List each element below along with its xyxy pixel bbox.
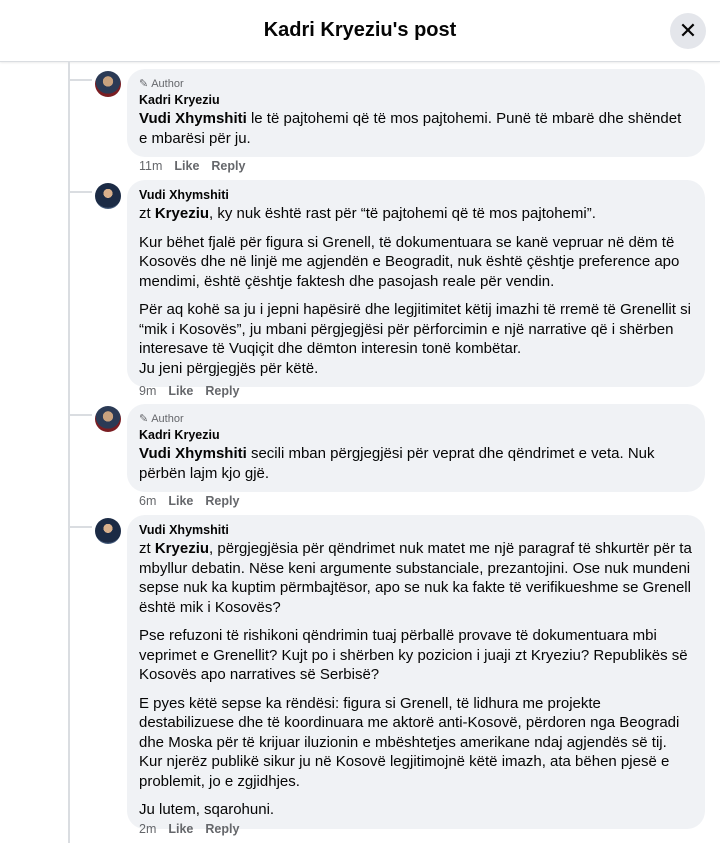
timestamp[interactable]: 2m xyxy=(139,822,157,836)
pencil-icon: ✎ xyxy=(139,78,149,90)
like-button[interactable]: Like xyxy=(168,494,194,508)
comment-author[interactable]: Vudi Xhymshiti xyxy=(139,523,229,537)
timestamp[interactable]: 11m xyxy=(139,159,163,173)
mention[interactable]: Vudi Xhymshiti xyxy=(139,445,247,462)
author-badge: ✎ Author xyxy=(139,412,184,425)
close-icon: ✕ xyxy=(678,18,698,43)
like-button[interactable]: Like xyxy=(174,159,200,173)
comment-text: le të pajtohemi që të mos pajtohemi. Punë të mbarë dhe shëndet e mbarësi për ju. xyxy=(139,110,682,147)
comment-author[interactable]: Kadri Kryeziu xyxy=(139,93,220,107)
avatar[interactable] xyxy=(95,183,121,209)
thread-branch xyxy=(68,191,92,193)
comment-text: , përgjegjësia për qëndrimet nuk matet me një paragraf të shkurtër për ta mbyllur debatin. Nëse keni argumente substanciale, prezantojini. Ose nuk mundeni sepse nuk ka kuptim përmbajtësor, apo se nuk ka fakte të verifikueshme se Grenell është mik i Kosovës? xyxy=(139,540,692,616)
thread-branch xyxy=(68,79,92,81)
pencil-icon: ✎ xyxy=(139,413,149,425)
prefix: zt xyxy=(139,540,155,557)
comment-actions xyxy=(139,494,239,508)
comment-actions xyxy=(139,822,239,836)
thread-branch xyxy=(68,526,92,528)
comment-bubble xyxy=(127,515,705,829)
like-button[interactable]: Like xyxy=(168,822,194,836)
comment-paragraph: Ju jeni përgjegjës për këtë. xyxy=(139,359,319,377)
comment-author[interactable]: Vudi Xhymshiti xyxy=(139,188,229,202)
comment-actions xyxy=(139,384,239,398)
comment-paragraph: Për aq kohë sa ju i jepni hapësirë dhe legjitimitet këtij imazhi të rremë të Grenellit si “mik i Kosovës”, ju mbani përgjegjësi për përforcimin e një narrative që i shërben interesave të Vuqiçit dhe dëmton interesin tonë kombëtar. xyxy=(139,301,691,357)
close-button[interactable] xyxy=(670,13,706,49)
post-header xyxy=(0,0,720,62)
page-title: Kadri Kryeziu's post xyxy=(263,19,457,41)
like-button[interactable]: Like xyxy=(168,384,194,398)
avatar[interactable] xyxy=(95,406,121,432)
avatar[interactable] xyxy=(95,518,121,544)
avatar[interactable] xyxy=(95,71,121,97)
mention[interactable]: Kryeziu xyxy=(154,205,210,222)
thread-line xyxy=(68,62,70,843)
comment-bubble xyxy=(127,69,705,157)
comment-bubble xyxy=(127,404,705,492)
reply-button[interactable]: Reply xyxy=(205,384,240,398)
reply-button[interactable]: Reply xyxy=(211,159,246,173)
comment-text: secili mban përgjegjësi për veprat dhe qëndrimet e veta. Nuk përbën lajm kjo gjë. xyxy=(139,445,655,482)
author-badge: ✎ Author xyxy=(139,77,184,90)
mention[interactable]: Vudi Xhymshiti xyxy=(139,110,247,127)
comment-paragraph: E pyes këtë sepse ka rëndësi: figura si Grenell, të lidhura me projekte destabilizuese dhe të koordinuara me aktorë anti-Kosovë, përdoren nga Beogradi dhe Moska për të krijuar iluzionin e mbështetjes amerikane ndaj agjendës së tij. Kur njerëz publikë sikur ju në Kosovë legjitimojnë këtë imazh, ata bëhen pjesë e problemit, jo e zgjidhjes. xyxy=(139,694,680,790)
prefix: zt xyxy=(139,205,155,222)
comment-paragraph: Pse refuzoni të rishikoni qëndrimin tuaj përballë provave të dokumentuara mbi veprimet e Grenellit? Kujt po i shërben ky pozicion i juaji zt Kryeziu? Republikës së Kosovës apo narratives së Serbisë? xyxy=(139,627,688,683)
timestamp[interactable]: 6m xyxy=(139,494,157,508)
comment-bubble xyxy=(127,180,705,387)
comment-author[interactable]: Kadri Kryeziu xyxy=(139,428,220,442)
comment-actions xyxy=(139,159,245,173)
comment-paragraph: Ju lutem, sqarohuni. xyxy=(139,801,275,818)
thread-branch xyxy=(68,414,92,416)
comment-text: , ky nuk është rast për “të pajtohemi që të mos pajtohemi”. xyxy=(209,205,596,222)
reply-button[interactable]: Reply xyxy=(205,494,240,508)
comment-paragraph: Kur bëhet fjalë për figura si Grenell, të dokumentuara se kanë vepruar në dëm të Kosovës dhe në linjë me agjendën e Beogradit, nuk është çështje preference apo mendimi, është çështje faktesh dhe pasojash reale për vendin. xyxy=(139,233,680,290)
timestamp[interactable]: 9m xyxy=(139,384,157,398)
reply-button[interactable]: Reply xyxy=(205,822,240,836)
mention[interactable]: Kryeziu xyxy=(154,540,210,557)
